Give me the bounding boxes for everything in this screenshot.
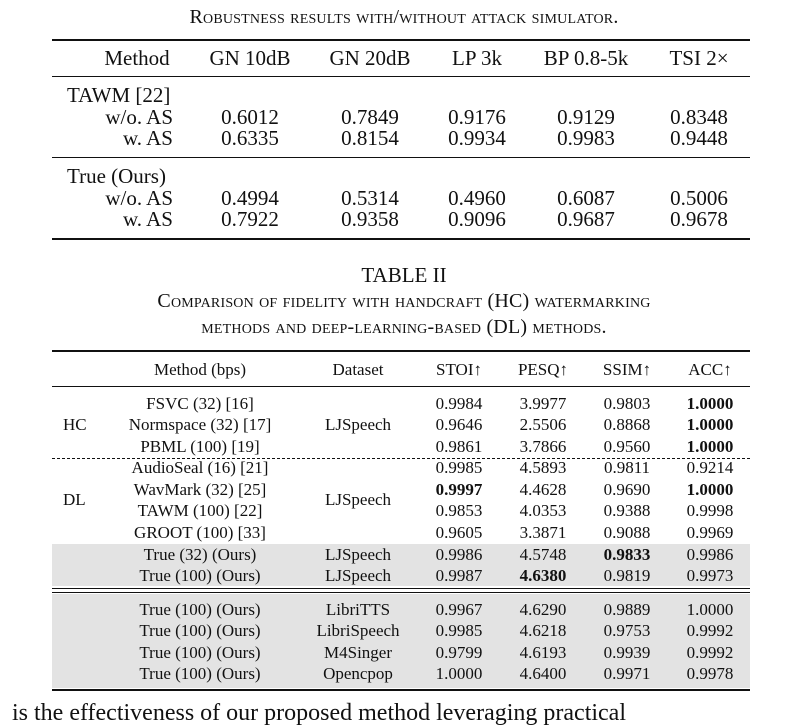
table1-caption: Robustness results with/without attack simulator.: [189, 6, 619, 28]
table2-caption-line1: Comparison of fidelity with handcraft (HC) watermarking: [157, 290, 651, 312]
ssim-cell: 0.9833: [603, 545, 651, 564]
acc-cell: 0.9214: [686, 458, 734, 477]
dl-group-dataset: LJSpeech: [324, 490, 392, 509]
table2-header-stoi: STOI↑: [436, 360, 482, 379]
row-label: w/o. AS: [105, 186, 173, 210]
ssim-cell: 0.8868: [603, 415, 651, 434]
ssim-cell: 0.9560: [603, 437, 651, 456]
method-cell: AudioSeal (16) [21]: [131, 458, 269, 477]
method-cell: WavMark (32) [25]: [133, 480, 267, 499]
stoi-cell: 0.9985: [435, 621, 483, 640]
method-cell: GROOT (100) [33]: [134, 523, 266, 542]
cell: 0.5314: [341, 186, 399, 210]
method-cell: TAWM (100) [22]: [137, 501, 263, 520]
table2-header-rule: [52, 386, 750, 387]
stoi-cell: 0.9986: [435, 545, 483, 564]
cell: 0.6335: [221, 126, 279, 150]
acc-cell: 0.9969: [686, 523, 734, 542]
stoi-cell: 0.9985: [435, 458, 483, 477]
dataset-cell: Opencpop: [323, 664, 393, 683]
cell: 0.4994: [221, 186, 279, 210]
stoi-cell: 0.9984: [435, 394, 483, 413]
acc-cell: 1.0000: [686, 415, 734, 434]
table2-header-ssim: SSIM↑: [602, 360, 652, 379]
acc-cell: 0.9992: [686, 621, 734, 640]
cell: 0.6012: [221, 105, 279, 129]
stoi-cell: 0.9799: [435, 643, 483, 662]
ssim-cell: 0.9971: [603, 664, 651, 683]
pesq-cell: 4.6290: [519, 600, 567, 619]
cell: 0.9129: [557, 105, 615, 129]
table1-header-tsi: TSI 2×: [669, 46, 729, 70]
pesq-cell: 4.6218: [519, 621, 567, 640]
acc-cell: 1.0000: [686, 600, 734, 619]
pesq-cell: 3.3871: [519, 523, 567, 542]
table2-caption-line2: methods and deep-learning-based (DL) methods.: [201, 316, 607, 338]
method-cell: True (100) (Ours): [139, 621, 261, 640]
stoi-cell: 0.9853: [435, 501, 483, 520]
ssim-cell: 0.9753: [603, 621, 651, 640]
cell: 0.8348: [670, 105, 728, 129]
dataset-cell: LJSpeech: [324, 545, 392, 564]
cell: 0.9358: [341, 207, 399, 231]
double-rule-bottom: [52, 592, 750, 593]
pesq-cell: 4.6193: [519, 643, 567, 662]
acc-cell: 1.0000: [686, 437, 734, 456]
ssim-cell: 0.9819: [603, 566, 651, 585]
method-cell: True (100) (Ours): [139, 643, 261, 662]
ssim-cell: 0.9388: [603, 501, 651, 520]
group-name: True (Ours): [67, 164, 166, 188]
table2-bottom-rule: [52, 689, 750, 691]
cell: 0.9176: [448, 105, 506, 129]
row-label: w/o. AS: [105, 105, 173, 129]
pesq-cell: 4.5748: [519, 545, 567, 564]
table1-header-method: Method: [104, 46, 170, 70]
acc-cell: 0.9992: [686, 643, 734, 662]
table2-header-dataset: Dataset: [332, 360, 384, 379]
dl-group-label: DL: [63, 490, 86, 509]
table1-bottom-rule: [52, 238, 750, 240]
row-label: w. AS: [123, 126, 173, 150]
dataset-cell: LibriSpeech: [316, 621, 400, 640]
cell: 0.4960: [448, 186, 506, 210]
acc-cell: 0.9986: [686, 545, 734, 564]
pesq-cell: 4.5893: [519, 458, 567, 477]
stoi-cell: 0.9646: [435, 415, 483, 434]
cell: 0.9687: [557, 207, 615, 231]
table2-header-acc: ACC↑: [688, 360, 732, 379]
pesq-cell: 4.0353: [519, 501, 567, 520]
pesq-cell: 3.7866: [519, 437, 567, 456]
group-name: TAWM [22]: [67, 83, 171, 107]
table1-group-rule: [52, 157, 750, 158]
table2-header-method: Method (bps): [153, 360, 247, 379]
ssim-cell: 0.9939: [603, 643, 651, 662]
stoi-cell: 0.9967: [435, 600, 483, 619]
ssim-cell: 0.9811: [603, 458, 651, 477]
ssim-cell: 0.9088: [603, 523, 651, 542]
table2-header-pesq: PESQ↑: [517, 360, 569, 379]
hc-group-label: HC: [63, 415, 87, 434]
pesq-cell: 4.6400: [519, 664, 567, 683]
stoi-cell: 0.9861: [435, 437, 483, 456]
stoi-cell: 0.9997: [435, 480, 483, 499]
ssim-cell: 0.9690: [603, 480, 651, 499]
table2-number: TABLE II: [361, 263, 447, 287]
pesq-cell: 2.5506: [519, 415, 567, 434]
acc-cell: 0.9973: [686, 566, 734, 585]
cell: 0.9096: [448, 207, 506, 231]
acc-cell: 1.0000: [686, 480, 734, 499]
method-cell: True (32) (Ours): [143, 545, 257, 564]
pesq-cell: 3.9977: [519, 394, 567, 413]
ssim-cell: 0.9889: [603, 600, 651, 619]
body-text-cutoff: is the effectiveness of our proposed method leveraging practical: [12, 700, 627, 726]
cell: 0.9934: [448, 126, 506, 150]
cell: 0.5006: [670, 186, 728, 210]
cell: 0.6087: [557, 186, 615, 210]
method-cell: True (100) (Ours): [139, 600, 261, 619]
cell: 0.7922: [221, 207, 279, 231]
table1-header-gn10: GN 10dB: [209, 46, 291, 70]
stoi-cell: 0.9605: [435, 523, 483, 542]
cell: 0.8154: [341, 126, 399, 150]
cell: 0.7849: [341, 105, 399, 129]
stoi-cell: 1.0000: [435, 664, 483, 683]
method-cell: True (100) (Ours): [139, 664, 261, 683]
dataset-cell: LJSpeech: [324, 566, 392, 585]
method-cell: PBML (100) [19]: [140, 437, 260, 456]
row-label: w. AS: [123, 207, 173, 231]
pesq-cell: 4.6380: [519, 566, 567, 585]
acc-cell: 0.9978: [686, 664, 734, 683]
ssim-cell: 0.9803: [603, 394, 651, 413]
dataset-cell: M4Singer: [324, 643, 392, 662]
method-cell: Normspace (32) [17]: [128, 415, 272, 434]
acc-cell: 0.9998: [686, 501, 734, 520]
table1-header-bp: BP 0.8-5k: [543, 46, 629, 70]
method-cell: True (100) (Ours): [139, 566, 261, 585]
stoi-cell: 0.9987: [435, 566, 483, 585]
table1-top-rule: [52, 39, 750, 41]
table1-header-lp3k: LP 3k: [452, 46, 502, 70]
double-rule-top: [52, 588, 750, 589]
table1-header-gn20: GN 20dB: [329, 46, 411, 70]
acc-cell: 1.0000: [686, 394, 734, 413]
table1-header-rule: [52, 76, 750, 77]
hc-group-dataset: LJSpeech: [324, 415, 392, 434]
table2-top-rule: [52, 350, 750, 352]
pesq-cell: 4.4628: [519, 480, 567, 499]
cell: 0.9983: [557, 126, 615, 150]
method-cell: FSVC (32) [16]: [146, 394, 254, 413]
dataset-cell: LibriTTS: [325, 600, 391, 619]
cell: 0.9448: [670, 126, 728, 150]
cell: 0.9678: [670, 207, 728, 231]
